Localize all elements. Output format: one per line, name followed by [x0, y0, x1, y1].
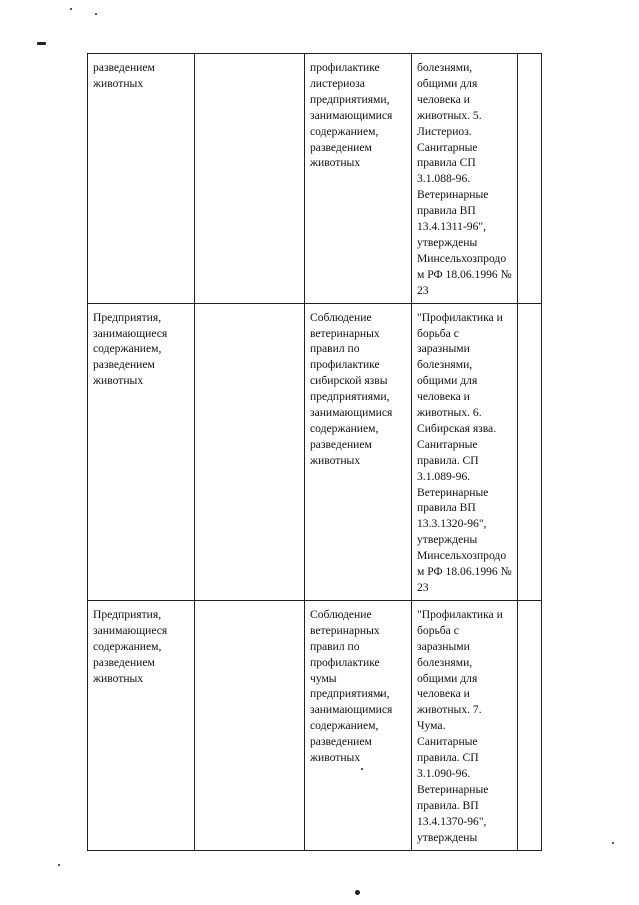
cell-legal-act: болезнями, общими для человека и животных. 5. Листериоз. Санитарные правила СП 3.1.088-96. Ветеринарные правила ВП 13.4.1311-96", утверждены Минсельхозпродо м РФ 18.06.1996 № 23: [412, 54, 518, 304]
cell-legal-act: "Профилактика и борьба с заразными болезнями, общими для человека и животных. 6. Сибирская язва. Санитарные правила. СП 3.1.089-96. Ветеринарные правила ВП 13.3.1320-96", утверждены Минсельхозпродо м РФ 18.06.1996 № 23: [412, 303, 518, 600]
scan-artifact: [37, 42, 46, 45]
cell-empty: [195, 303, 305, 600]
cell-requirement: Соблюдение ветеринарных правил по профилактике сибирской язвы предприятиями, занимающимися содержанием, разведением животных: [305, 303, 412, 600]
cell-empty: [518, 600, 542, 850]
document-table: [87, 53, 542, 851]
cell-object: разведением животных: [88, 54, 195, 304]
page-mark: [355, 890, 360, 895]
table-row: [88, 54, 542, 304]
cell-empty: [518, 303, 542, 600]
cell-empty: [518, 54, 542, 304]
cell-requirement: Соблюдение ветеринарных правил по профилактике чумы предприятиями, занимающимися содержанием, разведением животных: [305, 600, 412, 850]
cell-requirement: профилактике листериоза предприятиями, занимающимися содержанием, разведением животных: [305, 54, 412, 304]
scan-artifact: [58, 864, 60, 866]
scan-artifact: [612, 842, 614, 844]
cell-empty: [195, 600, 305, 850]
scan-artifact: [95, 13, 97, 15]
cell-legal-act: "Профилактика и борьба с заразными болезнями, общими для человека и животных. 7. Чума. Санитарные правила. СП 3.1.090-96. Ветеринарные правила. ВП 13.4.1370-96", утверждены: [412, 600, 518, 850]
cell-empty: [195, 54, 305, 304]
cell-object: Предприятия, занимающиеся содержанием, разведением животных: [88, 600, 195, 850]
cell-object: Предприятия, занимающиеся содержанием, разведением животных: [88, 303, 195, 600]
table-row: [88, 600, 542, 850]
table-row: [88, 303, 542, 600]
scan-artifact: [70, 8, 72, 10]
